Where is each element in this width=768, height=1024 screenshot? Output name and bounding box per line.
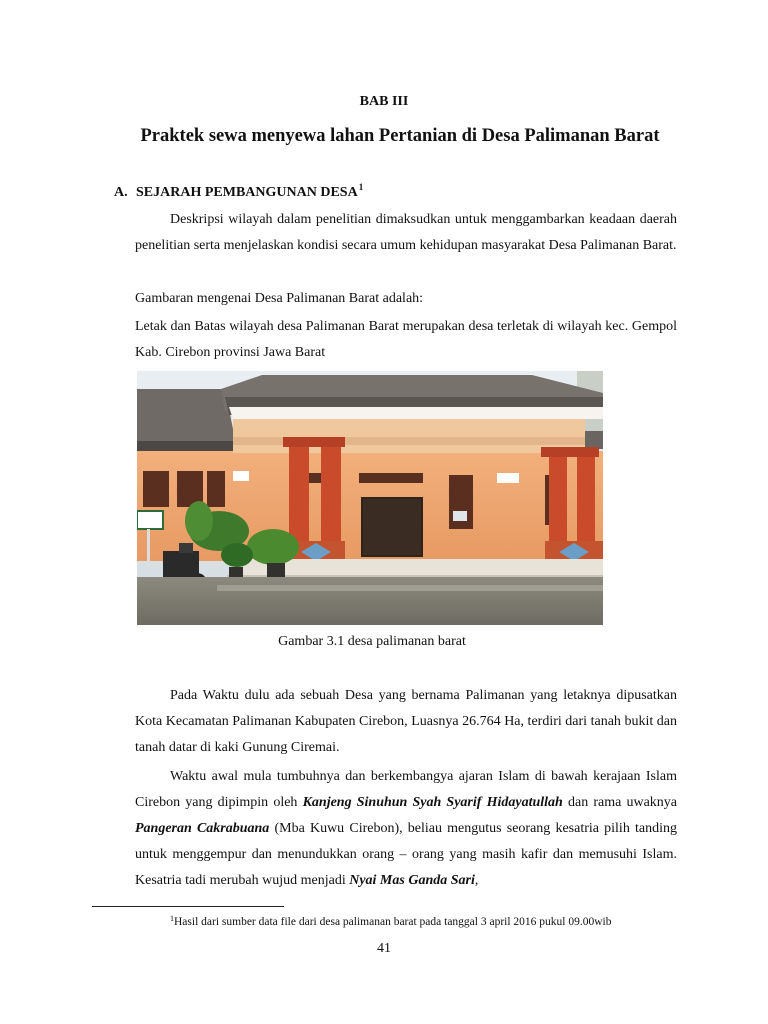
chapter-title: Praktek sewa menyewa lahan Pertanian di Desa Palimanan Barat: [140, 126, 660, 146]
history-text: (Mba Kuwu Cirebon), beliau mengutus seorang kesatria pilih tanding untuk menggempur dan menundukkan orang – orang yang masih kafir dan memusuhi Islam. Kesatria tadi merubah wujud menjadi: [135, 821, 677, 888]
history-text: dan rama uwaknya: [562, 795, 678, 810]
history-paragraph-1: Pada Waktu dulu ada sebuah Desa yang bernama Palimanan yang letaknya dipusatkan Kota Kecamatan Palimanan Kabupaten Cirebon, Luasnya 26.764 Ha, terdiri dari tanah bukit dan tanah datar di kaki Gunung Ciremai.: [135, 688, 677, 755]
figure-caption: Gambar 3.1 desa palimanan barat: [278, 634, 466, 649]
village-office-photo: [137, 371, 603, 625]
section-heading: [114, 182, 363, 201]
name-nyai-mas-ganda-sari: Nyai Mas Ganda Sari: [349, 873, 475, 888]
history-paragraph-2: [135, 764, 677, 894]
footnote-number: 1: [170, 914, 174, 923]
section-title: SEJARAH PEMBANGUNAN DESA: [136, 185, 358, 200]
section-number: A.: [114, 185, 128, 200]
intro-line-gambaran: Gambaran mengenai Desa Palimanan Barat adalah:: [135, 291, 424, 306]
name-pangeran-cakrabuana: Pangeran Cakrabuana: [135, 821, 270, 836]
intro-line-letak: Letak dan Batas wilayah desa Palimanan Barat merupakan desa terletak di wilayah kec. Gempol Kab. Cirebon provinsi Jawa Barat: [135, 319, 677, 360]
intro-paragraph: Deskripsi wilayah dalam penelitian dimaksudkan untuk menggambarkan keadaan daerah penelitian serta menjelaskan kondisi secara umum kehidupan masyarakat Desa Palimanan Barat.: [135, 212, 677, 253]
history-text: Waktu awal mula tumbuhnya dan berkembangya ajaran Islam di bawah kerajaan Islam Cirebon yang dipimpin oleh: [135, 769, 677, 810]
name-syarif-hidayatullah: Kanjeng Sinuhun Syah Syarif Hidayatullah: [302, 795, 563, 810]
footnote-text: Hasil dari sumber data file dari desa palimanan barat pada tanggal 3 april 2016 pukul 09.00wib: [174, 916, 612, 928]
history-text: ,: [474, 873, 479, 888]
footnote-reference[interactable]: 1: [358, 182, 364, 192]
footnote-separator: [92, 906, 284, 907]
footnote: [170, 914, 612, 928]
page-number: 41: [377, 941, 391, 956]
chapter-heading: BAB III: [359, 94, 409, 109]
